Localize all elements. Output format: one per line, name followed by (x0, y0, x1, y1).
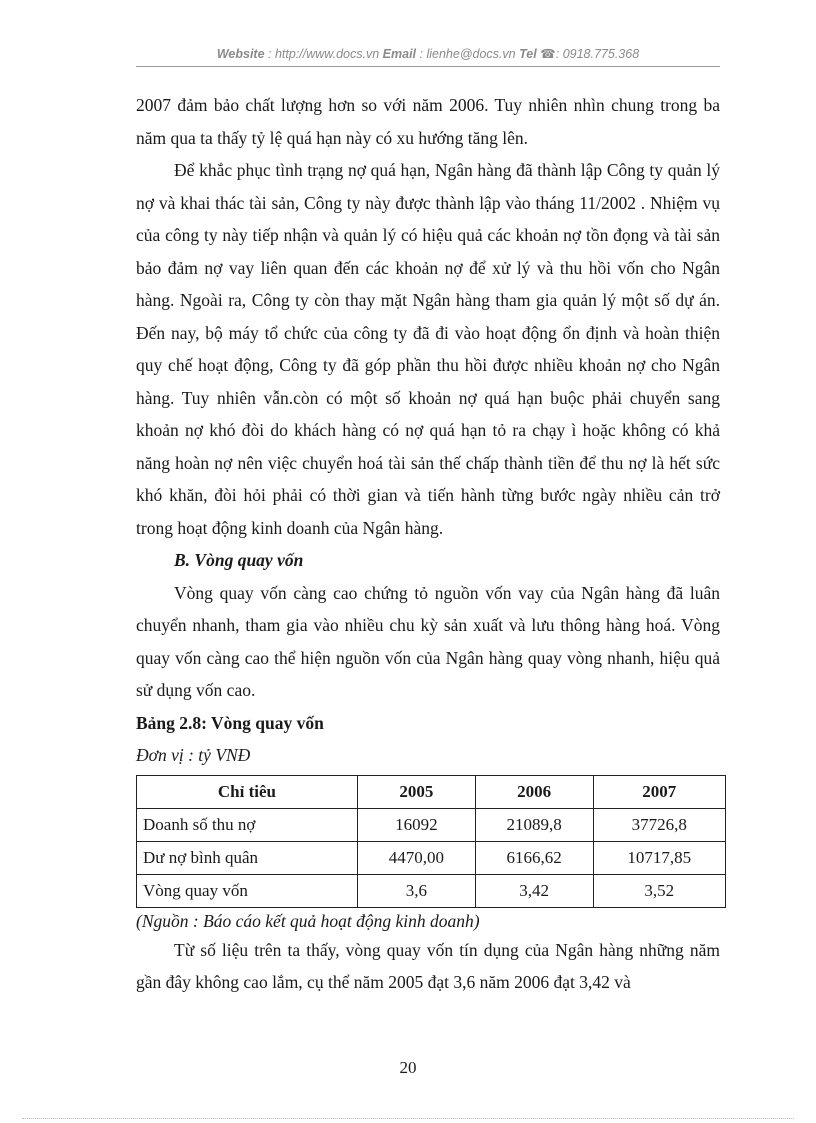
table-cell: 3,52 (593, 874, 725, 907)
table-source: (Nguồn : Báo cáo kết quả hoạt động kinh doanh) (136, 910, 480, 931)
table-row (137, 874, 726, 907)
table-header-row (137, 775, 726, 808)
table-cell: 16092 (357, 808, 475, 841)
row-label: Doanh số thu nợ (137, 808, 358, 841)
page-number: 20 (399, 1058, 417, 1077)
header-cell: 2006 (475, 775, 593, 808)
table-cell: 21089,8 (475, 808, 593, 841)
page-content (136, 89, 720, 999)
tel-label: Tel (519, 47, 537, 61)
row-label: Dư nợ bình quân (137, 841, 358, 874)
table-cell: 3,42 (475, 874, 593, 907)
table-title: Bảng 2.8: Vòng quay vốn (136, 712, 324, 733)
row-label: Vòng quay vốn (137, 874, 358, 907)
tel-value: : 0918.775.368 (555, 47, 640, 61)
email-label: Email (382, 47, 417, 61)
paragraph: Vòng quay vốn càng cao chứng tỏ nguồn vốn vay của Ngân hàng đã luân chuyển nhanh, tham gia vào nhiều chu kỳ sản xuất và lưu thông hàng hoá. Vòng quay vốn càng cao thể hiện nguồn vốn của Ngân hàng quay vòng nhanh, hiệu quả sử dụng vốn cao. (136, 582, 720, 700)
website-label: Website (216, 47, 265, 61)
paragraph: Từ số liệu trên ta thấy, vòng quay vốn tín dụng của Ngân hàng những năm gần đây không cao lắm, cụ thể năm 2005 đạt 3,6 năm 2006 đạt 3,42 và (136, 939, 720, 992)
header-cell: Chỉ tiêu (137, 775, 358, 808)
phone-icon: ☎ (540, 47, 556, 61)
paragraph: 2007 đảm bảo chất lượng hơn so với năm 2006. Tuy nhiên nhìn chung trong ba năm qua ta thấy tỷ lệ quá hạn này có xu hướng tăng lên. (136, 95, 720, 148)
email-value: : lienhe@docs.vn (419, 47, 516, 61)
table-row (137, 808, 726, 841)
footer-divider (22, 1118, 794, 1119)
table-cell: 3,6 (357, 874, 475, 907)
header-divider (136, 66, 720, 67)
table-row (137, 841, 726, 874)
header-cell: 2007 (593, 775, 725, 808)
paragraph: Để khắc phục tình trạng nợ quá hạn, Ngân hàng đã thành lập Công ty quản lý nợ và khai thác tài sản, Công ty này được thành lập vào tháng 11/2002 . Nhiệm vụ của công ty này tiếp nhận và quản lý có hiệu quả các khoản nợ tồn đọng và tài sản bảo đảm nợ vay liên quan đến các khoản nợ để xử lý và thu hồi vốn cho Ngân hàng. Ngoài ra, Công ty còn thay mặt Ngân hàng tham gia quản lý một số dự án. Đến nay, bộ máy tổ chức của công ty đã đi vào hoạt động ổn định và hoàn thiện quy chế hoạt động, Công ty đã góp phần thu hồi được nhiều khoản nợ cho Ngân hàng. Tuy nhiên vẫn.còn có một số khoản nợ quá hạn buộc phải chuyển sang khoản nợ khó đòi do khách hàng có nợ quá hạn tỏ ra chạy ì hoặc không có khả năng hoàn nợ nên việc chuyển hoá tài sản thế chấp thành tiền để thu nợ là hết sức khó khăn, đòi hỏi phải có thời gian và tiến hành từng bước ngày nhiều cản trở trong hoạt động kinh doanh của Ngân hàng. (136, 160, 720, 538)
capital-turnover-table (136, 775, 726, 908)
table-cell: 37726,8 (593, 808, 725, 841)
table-unit: Đơn vị : tỷ VNĐ (136, 745, 251, 765)
table-cell: 4470,00 (357, 841, 475, 874)
section-heading: B. Vòng quay vốn (174, 550, 304, 570)
table-cell: 10717,85 (593, 841, 725, 874)
website-value: : http://www.docs.vn (268, 47, 380, 61)
table-cell: 6166,62 (475, 841, 593, 874)
header-cell: 2005 (357, 775, 475, 808)
page-header (136, 46, 720, 61)
